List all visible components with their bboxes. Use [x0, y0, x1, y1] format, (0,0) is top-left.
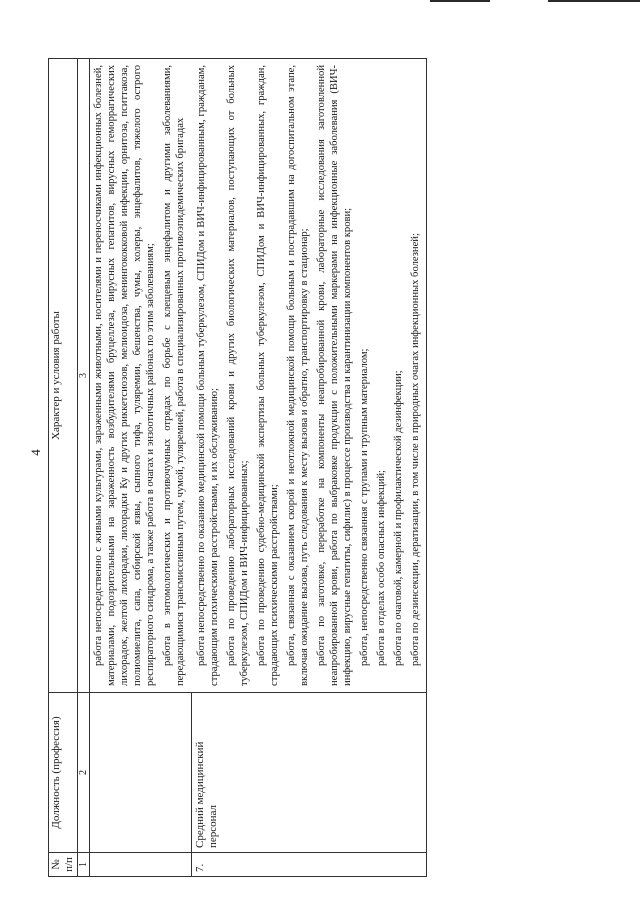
header-num: № п/п	[49, 853, 78, 877]
condition-paragraph: работа, связанная с оказанием скорой и неотложной медицинской помощи больным и пострадавшим на догоспитальном этапе, включая ожидание вызова, путь следования к месту вызова и обратно, транспортировку в стационар;	[286, 65, 310, 686]
condition-paragraph: работа по дезинсекции, дератизации, в том числе в природных очагах инфекционных болезней;	[410, 233, 421, 666]
cell-empty	[90, 693, 192, 853]
condition-paragraph: работа по заготовке, переработке на компоненты неапробированной крови, лабораторные исследования заготовленной неапробированной крови, работа по выбраковке продукции с положительными маркерами на инфекционные заболевания (ВИЧ-инфекцию, вирусные гепатиты, сифилис) в процессе производства и карантинизации компонентов крови;	[316, 65, 353, 686]
condition-paragraph: работа непосредственно с живыми культурами, зараженными животными, носителями и переносчиками инфекционных болезней, материалами, подозрительными на зараженность возбудителями бруцеллеза, вирусных гепатитов, вирусных геморрагических лихорадок, желтой лихорадки, лихорадки Ку и других риккетсиозов, мелиоидоза, менингококковой инфекции, орнитоза, пситтакоза, полиомиелита, сапа, сибирской язвы, сыпного тифа, туляремии, бешенства, чумы, холеры, энцефалитов, тяжелого острого респираторного синдрома, а также работа в очагах и энзоотичных районах по этим заболеваниям;	[93, 65, 156, 686]
table-header-row	[49, 59, 78, 877]
column-number: 3	[78, 59, 90, 693]
page-number: 4	[28, 449, 43, 456]
condition-paragraph: работа, непосредственно связанная с трупами и трупным материалом;	[359, 348, 370, 666]
header-position: Должность (профессия)	[49, 693, 78, 853]
column-number: 2	[78, 693, 90, 853]
row-position: Средний медицинский персонал	[191, 693, 427, 853]
condition-paragraph: работа непосредственно по оказанию медицинской помощи больным туберкулезом, СПИДом и ВИЧ-инфицированным, гражданам, страдающим психическими расстройствами, и их обслуживанию;	[196, 65, 220, 686]
row-number: 7.	[191, 853, 427, 877]
cell-empty	[90, 853, 192, 877]
table-row	[191, 59, 427, 877]
column-numbers-row	[78, 59, 90, 877]
column-number: 1	[78, 853, 90, 877]
header-conditions: Характер и условия работы	[49, 59, 78, 693]
cell-previous-conditions	[90, 59, 192, 693]
cell-conditions	[191, 59, 427, 693]
condition-paragraph: работа по проведению судебно-медицинской экспертизы больных туберкулезом, СПИДом и ВИЧ-инфицированных, граждан, страдающих психическими расстройствами;	[256, 65, 280, 686]
condition-paragraph: работа в отделах особо опасных инфекций;	[376, 470, 387, 666]
conditions-table	[48, 58, 427, 877]
table-row-continued	[90, 59, 192, 877]
condition-paragraph: работа по проведению лабораторных исследований крови и других биологических материалов, поступающих от больных туберкулезом, СПИДом и ВИЧ-инфицированных;	[226, 65, 250, 686]
condition-paragraph: работа по очаговой, камерной и профилактической дезинфекции;	[393, 370, 404, 666]
condition-paragraph: работа в энтомологических и противочумных отрядах по борьбе с клещевым энцефалитом и другими заболеваниями, передающимися трансмиссивным путем, чумой, туляремией, работа в специализированных противоэпидемических бригадах	[162, 65, 186, 686]
